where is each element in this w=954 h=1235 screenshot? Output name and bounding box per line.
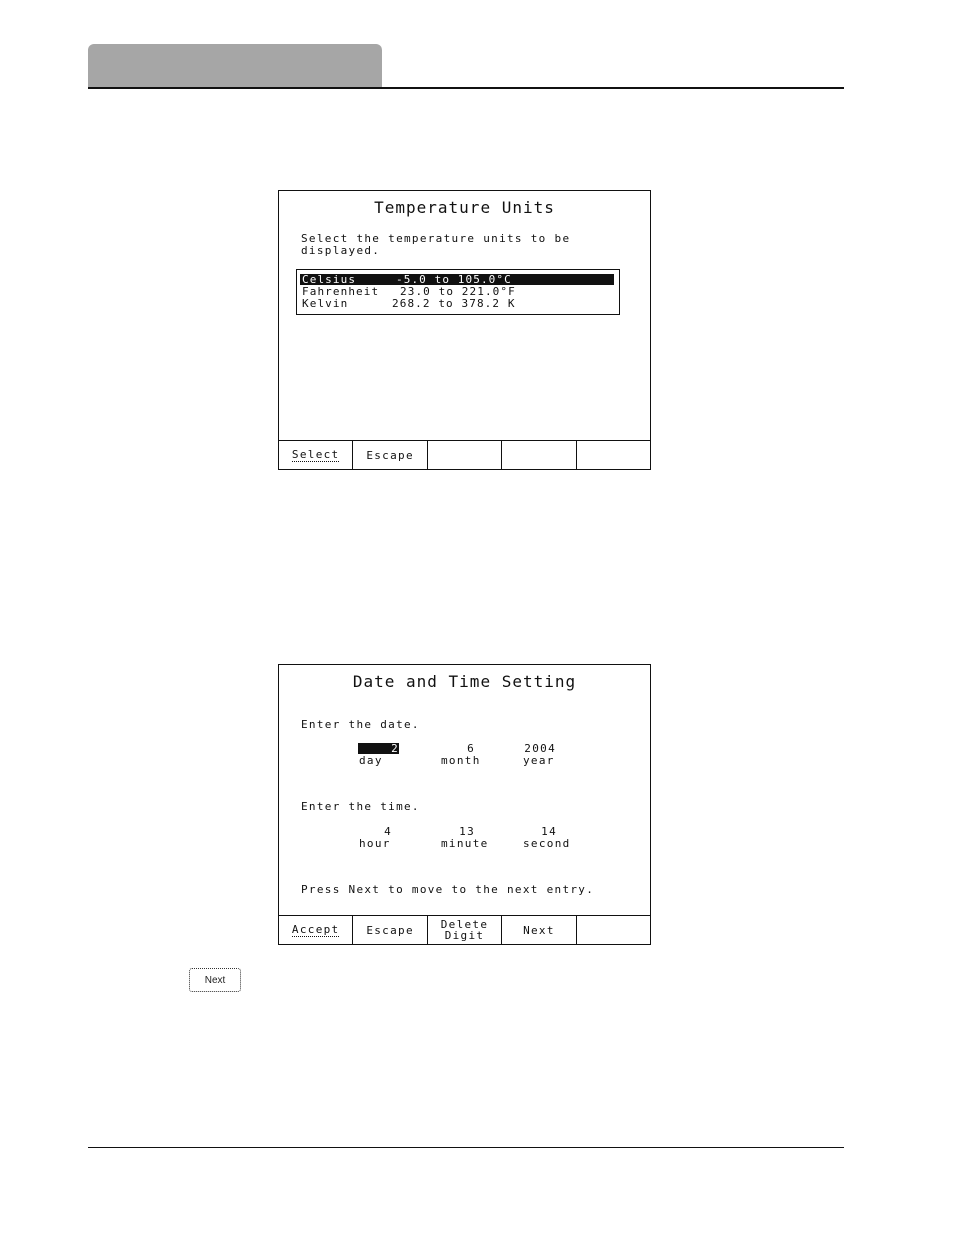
unit-option-celsius[interactable] <box>300 274 614 285</box>
softkey-bar <box>279 915 650 944</box>
softkey-label: Digit <box>444 929 485 942</box>
day-label: day <box>359 754 383 767</box>
unit-name: Fahrenheit <box>302 285 380 298</box>
hour-field[interactable]: 4 <box>384 825 392 838</box>
unit-range: -5.0 to 105.0°C <box>396 273 512 286</box>
softkey-escape[interactable] <box>353 441 427 469</box>
softkey-label: Delete <box>440 918 489 931</box>
time-prompt: Enter the time. <box>301 800 420 813</box>
second-field[interactable]: 14 <box>541 825 557 838</box>
next-key-icon: Next <box>189 968 241 992</box>
softkey-label: Accept <box>291 922 340 936</box>
footer-rule <box>88 1147 844 1148</box>
prompt-text: displayed. <box>301 244 381 257</box>
minute-field[interactable]: 13 <box>459 825 475 838</box>
softkey-label: Escape <box>366 448 414 462</box>
second-label: second <box>523 837 571 850</box>
softkey-4[interactable] <box>502 441 576 469</box>
softkey-label: Select <box>291 447 340 461</box>
softkey-escape[interactable] <box>353 916 427 944</box>
prompt-text: Select the temperature units to be <box>301 232 571 245</box>
date-time-screen <box>278 664 651 945</box>
date-prompt: Enter the date. <box>301 718 420 731</box>
header-tab <box>88 44 382 88</box>
softkey-5[interactable] <box>577 441 650 469</box>
hour-label: hour <box>359 837 391 850</box>
year-label: year <box>523 754 555 767</box>
softkey-select[interactable] <box>279 441 353 469</box>
month-label: month <box>441 754 481 767</box>
temperature-units-screen <box>278 190 651 470</box>
day-field[interactable]: 2 <box>358 743 399 754</box>
hint-text: Press Next to move to the next entry. <box>301 883 595 896</box>
softkey-3[interactable] <box>428 441 502 469</box>
year-field[interactable]: 2004 <box>524 742 556 755</box>
unit-range: 23.0 to 221.0°F <box>400 285 516 298</box>
softkey-accept[interactable] <box>279 916 353 944</box>
unit-range: 268.2 to 378.2 K <box>392 297 516 310</box>
softkey-next[interactable] <box>502 916 576 944</box>
units-list <box>296 269 620 315</box>
softkey-5[interactable] <box>577 916 650 944</box>
softkey-label: Escape <box>366 923 414 937</box>
header-rule <box>88 87 844 89</box>
minute-label: minute <box>441 837 489 850</box>
softkey-bar <box>279 440 650 469</box>
screen-title: Date and Time Setting <box>352 672 577 691</box>
softkey-label: Next <box>523 923 555 937</box>
screen-title: Temperature Units <box>374 198 555 217</box>
unit-name: Kelvin <box>302 297 349 310</box>
unit-name: Celsius <box>302 273 357 286</box>
month-field[interactable]: 6 <box>467 742 475 755</box>
softkey-delete-digit[interactable] <box>428 916 502 944</box>
unit-option-fahrenheit[interactable] <box>300 286 614 297</box>
unit-option-kelvin[interactable] <box>300 298 614 309</box>
